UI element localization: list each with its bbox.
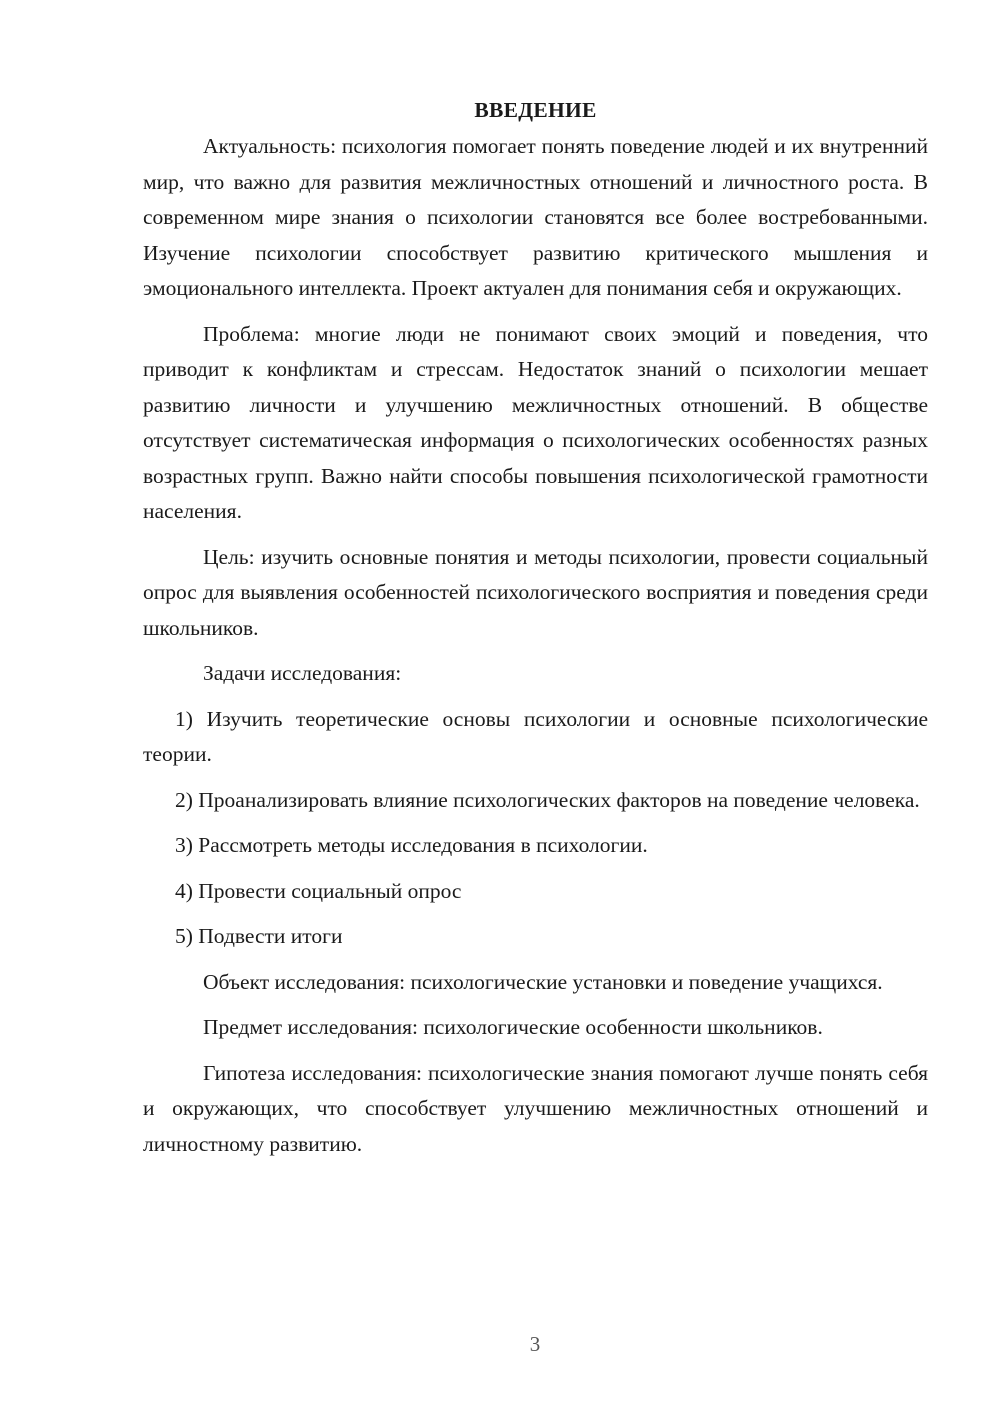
hypothesis-paragraph: Гипотеза исследования: психологические знания помогают лучше понять себя и окружающих, что способствует улучшению межличностных отношений и личностному развитию. [143, 1060, 928, 1156]
subject-paragraph: Предмет исследования: психологические особенности школьников. [203, 1015, 823, 1039]
tasks-heading: Задачи исследования: [203, 661, 402, 685]
relevance-paragraph: Актуальность: психология помогает понять поведение людей и их внутренний мир, что важно для развития межличностных отношений и личностного роста. В современном мире знания о психологии становятся все более востребованными. Изучение психологии способствует развитию критического мышления и эмоционального интеллекта. Проект актуален для понимания себя и окружающих. [143, 134, 928, 300]
task-item-4: 4) Провести социальный опрос [175, 878, 462, 903]
object-paragraph: Объект исследования: психологические установки и поведение учащихся. [203, 969, 883, 994]
goal-paragraph: Цель: изучить основные понятия и методы психологии, провести социальный опрос для выявления особенностей психологического восприятия и поведения среди школьников. [143, 544, 928, 640]
task-item-2: 2) Проанализировать влияние психологических факторов на поведение человека. [175, 787, 920, 812]
task-item-1: 1) Изучить теоретические основы психологии и основные психологические теории. [143, 706, 928, 766]
document-page [143, 92, 928, 1172]
task-item-3: 3) Рассмотреть методы исследования в психологии. [175, 833, 648, 857]
page-title: ВВЕДЕНИЕ [474, 98, 597, 122]
problem-paragraph: Проблема: многие люди не понимают своих эмоций и поведения, что приводит к конфликтам и стрессам. Недостаток знаний о психологии мешает развитию личности и улучшению межличностных отношений. В обществе отсутствует систематическая информация о психологических особенностях разных возрастных групп. Важно найти способы повышения психологической грамотности населения. [143, 321, 928, 523]
task-item-5: 5) Подвести итоги [175, 924, 343, 948]
page-number: 3 [529, 1332, 541, 1356]
